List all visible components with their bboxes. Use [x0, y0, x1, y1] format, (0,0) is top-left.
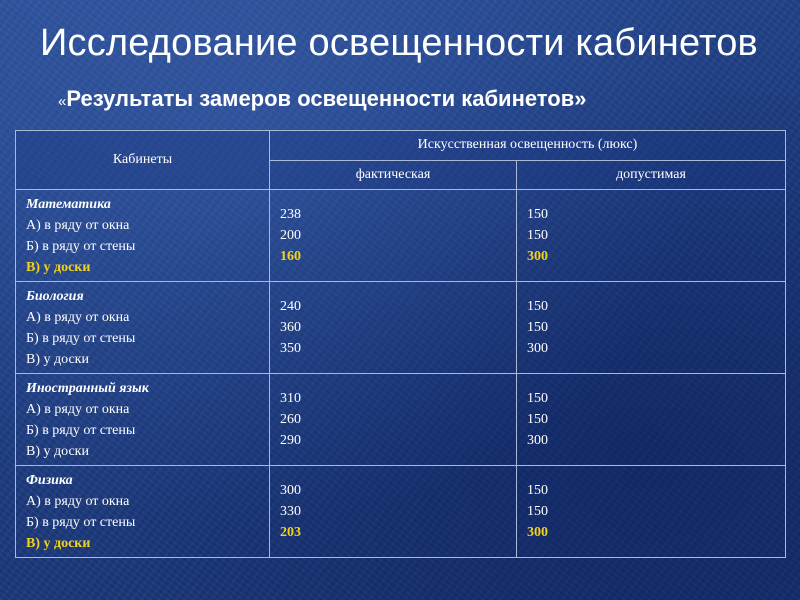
header-allowed: допустимая — [517, 160, 786, 190]
position-label: А) в ряду от окна — [26, 309, 130, 325]
table-row — [16, 282, 786, 374]
actual-value: 203 — [280, 525, 301, 540]
actual-value: 160 — [280, 249, 301, 264]
actual-values-cell — [270, 190, 517, 282]
room-cell — [16, 374, 270, 466]
actual-value: 330 — [280, 504, 301, 519]
allowed-value: 150 — [527, 207, 548, 222]
position-label: Б) в ряду от стены — [26, 422, 136, 438]
actual-value: 300 — [280, 483, 301, 498]
allowed-value: 150 — [527, 299, 548, 314]
allowed-value: 300 — [527, 341, 548, 356]
allowed-value: 150 — [527, 412, 548, 427]
allowed-value: 300 — [527, 433, 548, 448]
allowed-values-cell — [517, 374, 786, 466]
position-label: В) у доски — [26, 259, 91, 275]
room-cell — [16, 466, 270, 558]
position-label: В) у доски — [26, 443, 89, 459]
table-row — [16, 374, 786, 466]
allowed-value: 300 — [527, 525, 548, 540]
allowed-value: 150 — [527, 391, 548, 406]
header-rooms: Кабинеты — [16, 131, 270, 190]
allowed-values-cell — [517, 282, 786, 374]
allowed-value: 300 — [527, 249, 548, 264]
actual-value: 238 — [280, 207, 301, 222]
actual-value: 240 — [280, 299, 301, 314]
table-body — [16, 190, 786, 558]
allowed-value: 150 — [527, 504, 548, 519]
room-name: Математика — [26, 196, 111, 212]
actual-value: 260 — [280, 412, 301, 427]
actual-value: 200 — [280, 228, 301, 243]
actual-values-cell — [270, 282, 517, 374]
actual-value: 310 — [280, 391, 301, 406]
allowed-value: 150 — [527, 483, 548, 498]
subtitle-text: Результаты замеров освещенности кабинетов» — [66, 86, 587, 111]
actual-values-cell — [270, 466, 517, 558]
allowed-values-cell — [517, 190, 786, 282]
room-name: Биология — [26, 288, 84, 304]
table-row — [16, 466, 786, 558]
allowed-value: 150 — [527, 320, 548, 335]
header-row-1 — [16, 131, 786, 161]
subtitle-quote-mark: « — [58, 93, 67, 110]
position-label: Б) в ряду от стены — [26, 514, 136, 530]
allowed-value: 150 — [527, 228, 548, 243]
position-label: Б) в ряду от стены — [26, 330, 136, 346]
room-cell — [16, 282, 270, 374]
table-row — [16, 190, 786, 282]
header-artificial-illumination: Искусственная освещенность (люкс) — [270, 131, 786, 161]
page-subtitle — [58, 86, 587, 112]
table-header — [16, 131, 786, 190]
position-label: А) в ряду от окна — [26, 217, 130, 233]
allowed-values-cell — [517, 466, 786, 558]
actual-value: 350 — [280, 341, 301, 356]
header-actual: фактическая — [270, 160, 517, 190]
position-label: А) в ряду от окна — [26, 493, 130, 509]
illumination-table — [15, 130, 786, 558]
actual-values-cell — [270, 374, 517, 466]
room-name: Физика — [26, 472, 73, 488]
room-cell — [16, 190, 270, 282]
room-name: Иностранный язык — [26, 380, 149, 396]
position-label: В) у доски — [26, 535, 91, 551]
actual-value: 290 — [280, 433, 301, 448]
position-label: Б) в ряду от стены — [26, 238, 136, 254]
page-title: Исследование освещенности кабинетов — [40, 22, 758, 64]
position-label: А) в ряду от окна — [26, 401, 130, 417]
position-label: В) у доски — [26, 351, 89, 367]
actual-value: 360 — [280, 320, 301, 335]
